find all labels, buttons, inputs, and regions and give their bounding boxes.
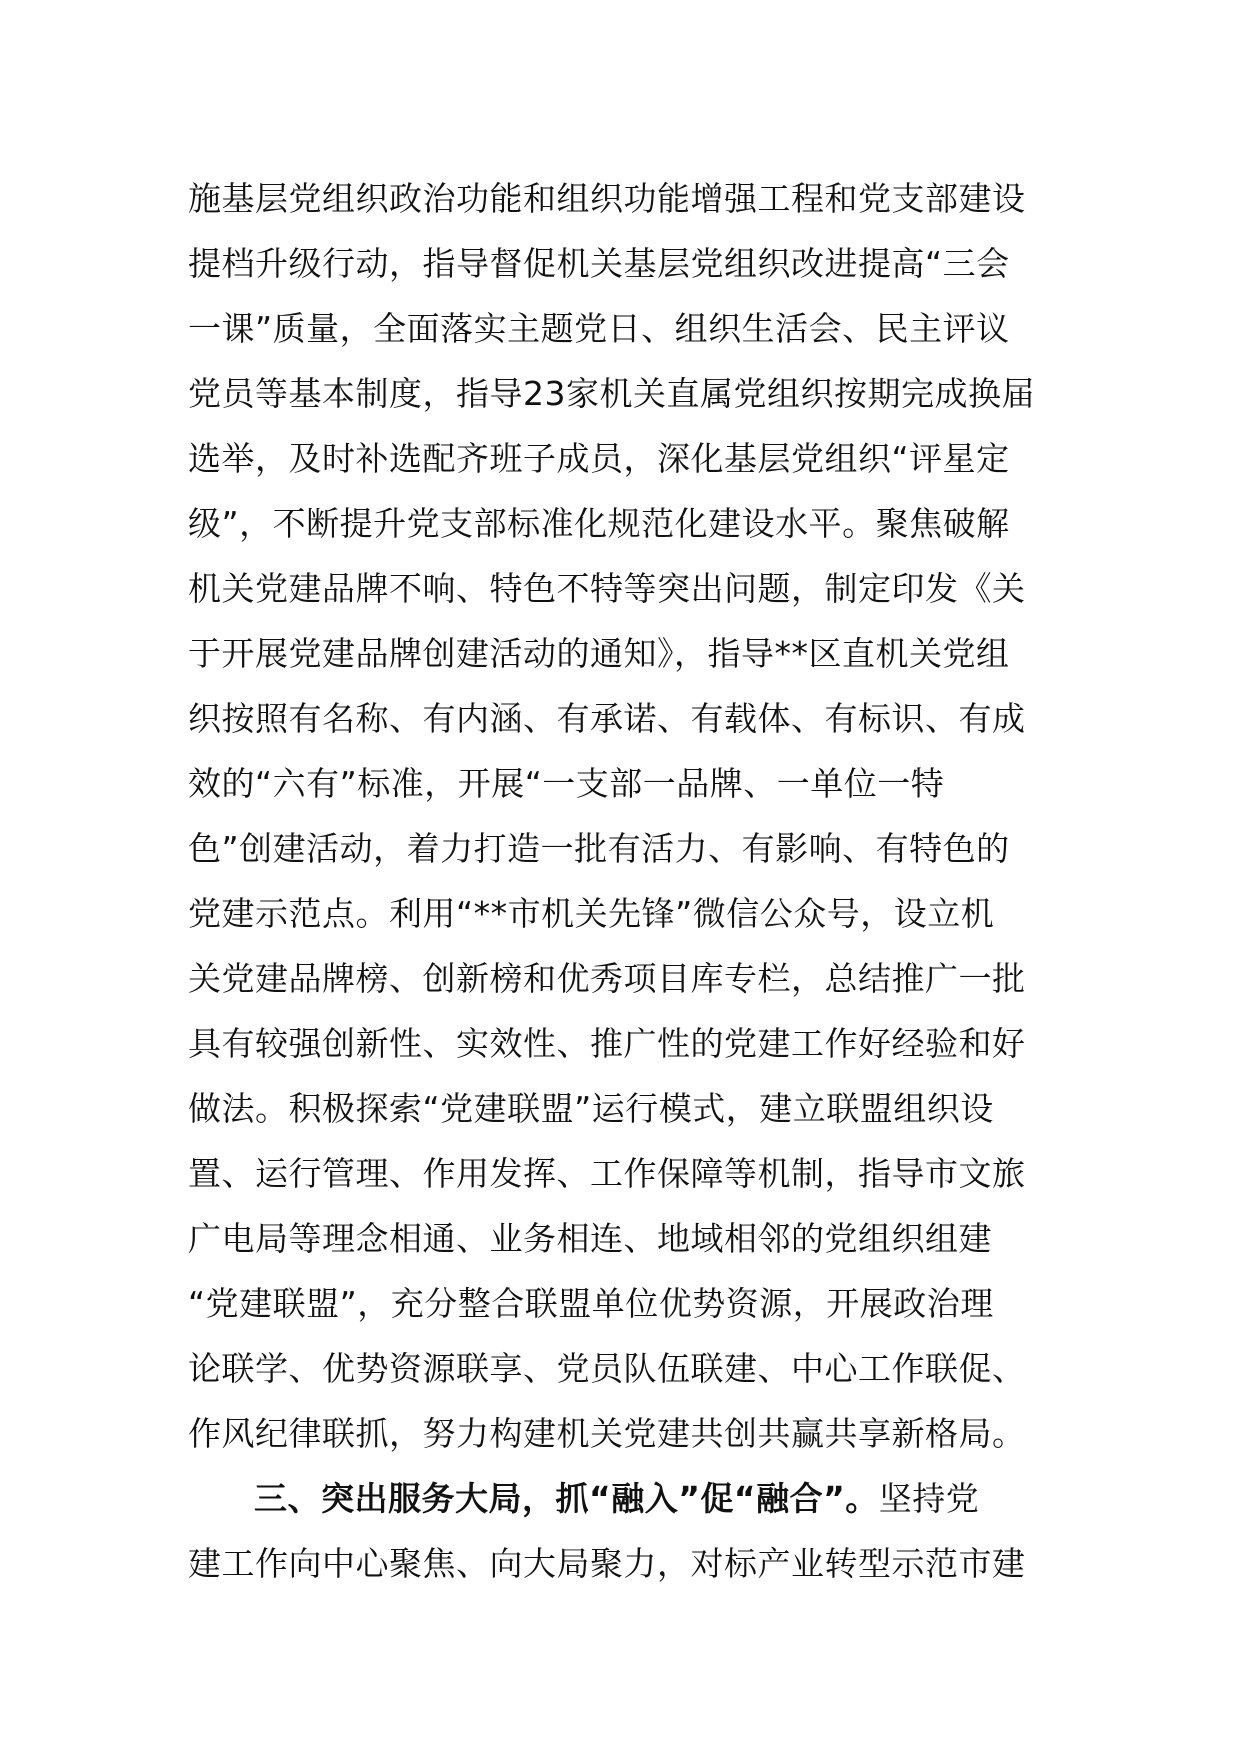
text-line: 效的“六有”标准，开展“一支部一品牌、一单位一特 <box>188 764 945 803</box>
section-text: 坚持党 <box>878 1479 980 1518</box>
section-heading: 三、突出服务大局，抓“融入”促“融合”。 <box>254 1479 879 1518</box>
document-body <box>188 166 1058 1596</box>
text-line: 作风纪律联抓，努力构建机关党建共创共赢共享新格局。 <box>188 1414 1026 1453</box>
text-line: 论联学、优势资源联享、党员队伍联建、中心工作联促、 <box>188 1349 1026 1388</box>
text-line: 于开展党建品牌创建活动的通知》，指导**区直机关党组 <box>188 634 1010 673</box>
text-line: 党员等基本制度，指导23家机关直属党组织按期完成换届 <box>188 374 1035 413</box>
text-line: 级”，不断提升党支部标准化规范化建设水平。聚焦破解 <box>188 504 1010 543</box>
text-line: 广电局等理念相通、业务相连、地域相邻的党组织组建 <box>188 1219 992 1258</box>
text-line: 选举，及时补选配齐班子成员，深化基层党组织“评星定 <box>188 439 1010 478</box>
text-line: “党建联盟”，充分整合联盟单位优势资源，开展政治理 <box>188 1284 994 1323</box>
text-line: 一课”质量，全面落实主题党日、组织生活会、民主评议 <box>188 309 1010 348</box>
text-line: 机关党建品牌不响、特色不特等突出问题，制定印发《关 <box>188 569 1026 608</box>
text-line: 织按照有名称、有内涵、有承诺、有载体、有标识、有成 <box>188 699 1026 738</box>
text-line: 施基层党组织政治功能和组织功能增强工程和党支部建设 <box>188 179 1026 218</box>
text-line: 提档升级行动，指导督促机关基层党组织改进提高“三会 <box>188 244 1010 283</box>
paragraph-1 <box>188 166 1058 1466</box>
text-line <box>188 1466 1058 1531</box>
text-line: 建工作向中心聚焦、向大局聚力，对标产业转型示范市建 <box>188 1544 1026 1583</box>
text-line: 关党建品牌榜、创新榜和优秀项目库专栏，总结推广一批 <box>188 959 1026 998</box>
text-line: 做法。积极探索“党建联盟”运行模式，建立联盟组织设 <box>188 1089 994 1128</box>
paragraph-2 <box>188 1466 1058 1596</box>
text-line: 党建示范点。利用“**市机关先锋”微信公众号，设立机 <box>188 894 995 933</box>
text-line: 色”创建活动，着力打造一批有活力、有影响、有特色的 <box>188 829 1010 868</box>
text-line: 置、运行管理、作用发挥、工作保障等机制，指导市文旅 <box>188 1154 1026 1193</box>
text-line: 具有较强创新性、实效性、推广性的党建工作好经验和好 <box>188 1024 1026 1063</box>
